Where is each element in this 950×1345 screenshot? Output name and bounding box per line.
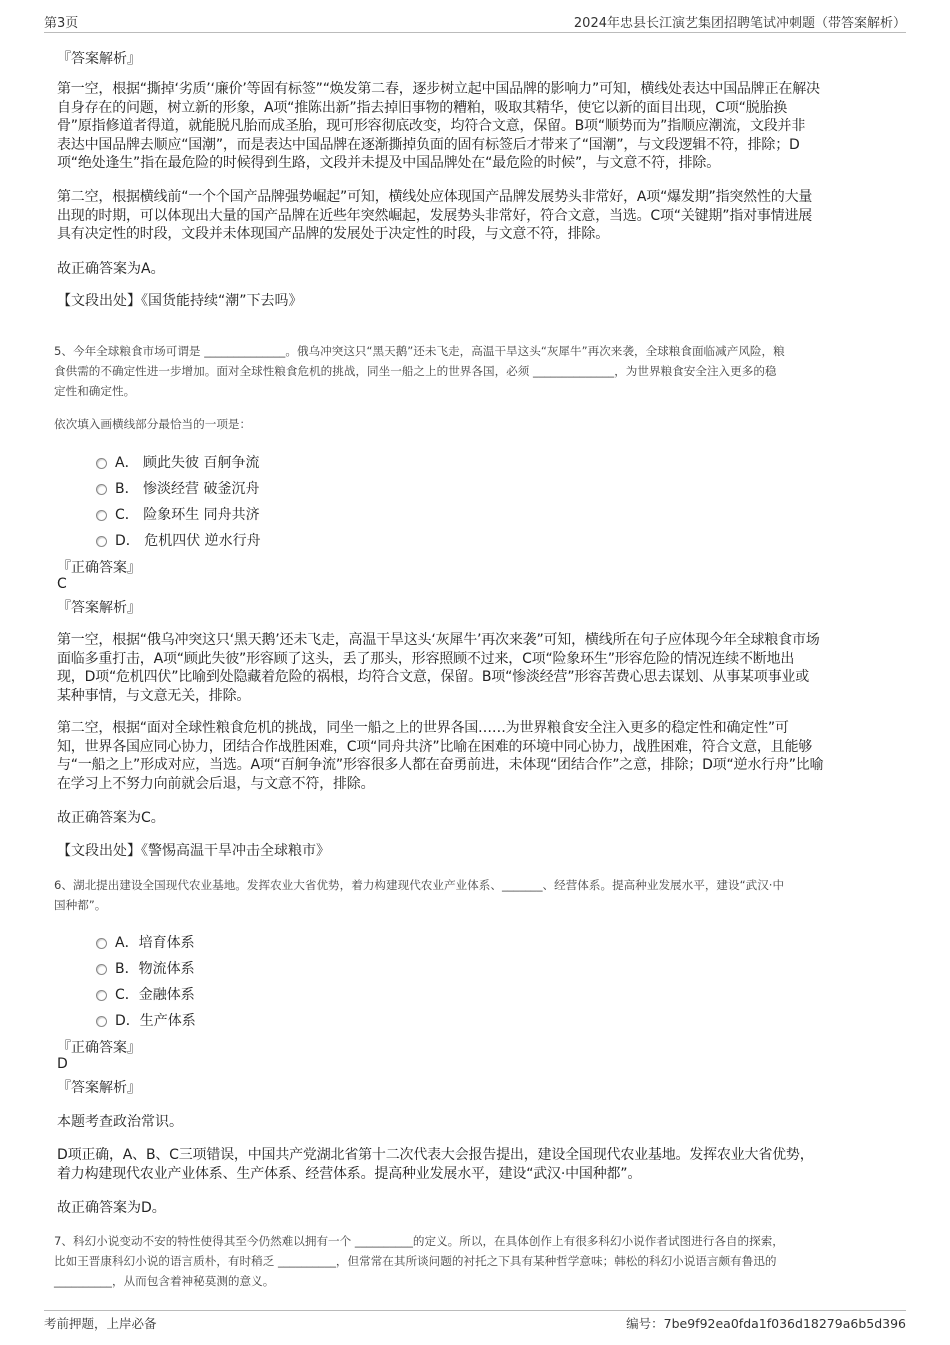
option-label: A．培育体系 [115,935,195,951]
answer-label: 『正确答案』 [57,560,141,576]
document-id: 编号：7be9f92ea0fda1f036d18279a6b5d396 [626,1316,906,1331]
radio-icon[interactable] [96,964,107,975]
analysis-label: 『答案解析』 [57,51,141,67]
option-label: B． 惨淡经营 破釜沉舟 [115,481,260,497]
text-line: 比如王晋康科幻小说的语言质朴，有时稍乏 __________，但常常在其所谈问题的衬托之下具有某种哲学意味；韩松的科幻小说语言颇有鲁迅的 [54,1254,777,1268]
analysis-paragraph [57,631,907,705]
text-line: 知，世界各国应同心协力，团结合作战胜困难，C项“同舟共济”比喻在困难的环境中同心协力，战胜困难，符合文意，且能够 [57,738,813,755]
text-line: 第二空，根据“面对全球性粮食危机的挑战，同坐一船之上的世界各国……为世界粮食安全注入更多的稳定性和确定性”可 [57,720,789,736]
text-line: 骨”原指修道者得道，就能脱凡胎而成圣胎，现可形容彻底改变，均符合文意，保留。B项“顺势而为”指顺应潮流，文段并非 [57,118,806,134]
radio-icon[interactable] [96,536,107,547]
text-line: 第二空，根据横线前“一个个国产品牌强势崛起”可知，横线处应体现国产品牌发展势头非常好，A项“爆发期”指突然性的大量 [57,189,813,205]
source: 【文段出处】《国货能持续“潮”下去吗》 [57,293,303,309]
text-line: 第一空，根据“俄乌冲突这只‘黑天鹅’还未飞走，高温干旱这头‘灰犀牛’再次来袭”可知，横线所在句子应体现今年全球粮食市场 [57,632,820,648]
option-label: C．金融体系 [115,987,195,1003]
text-line: 某种事情，与文意无关，排除。 [57,687,251,704]
text-line: 自身存在的问题，树立新的形象，A项“推陈出新”指去掉旧事物的糟粕，吸取其精华，使它以新的面目出现，C项“脱胎换 [57,99,788,116]
analysis-paragraph [57,1146,907,1183]
text-line: 国种都”。 [54,898,107,912]
conclusion: 故正确答案为D。 [57,1200,166,1216]
footer-slogan: 考前押题，上岸必备 [44,1316,157,1331]
analysis-intro: 本题考查政治常识。 [57,1114,183,1130]
text-line: 与“一船之上”形成对应，当选。A项“百舸争流”形容很多人都在奋勇前进，未体现“团结合作”之意，排除；D项“逆水行舟”比喻 [57,757,824,773]
text-line: 5、今年全球粮食市场可谓是 ______________。俄乌冲突这只“黑天鹅”还未飞走，高温干旱这头“灰犀牛”再次来袭，全球粮食面临减产风险，粮 [54,344,785,358]
text-line: 具有决定性的时段，文段并未体现国产品牌的发展处于决定性的时段，与文意不符，排除。 [57,226,609,242]
text-line: 表达中国品牌去顺应“国潮”，而是表达中国品牌在逐渐撕掉负面的固有标签后才带来了“国潮”，与文段逻辑不符，排除；D [57,136,800,153]
answer: C [57,576,67,592]
radio-icon[interactable] [96,1016,107,1027]
answer: D [57,1056,68,1072]
option-a[interactable] [96,452,259,472]
option-d[interactable] [96,1010,196,1030]
text-line: 着力构建现代农业产业体系、生产体系、经营体系。提高种业发展水平，建设“武汉·中国种都”。 [57,1165,642,1182]
option-b[interactable] [96,478,260,498]
analysis-label: 『答案解析』 [57,1080,141,1096]
option-d[interactable] [96,530,261,550]
option-a[interactable] [96,932,195,952]
source: 【文段出处】《警惕高温干旱冲击全球粮市》 [57,843,330,859]
text-line: 6、湖北提出建设全国现代农业基地。发挥农业大省优势，着力构建现代农业产业体系、_______、经营体系。提高种业发展水平，建设“武汉·中 [54,878,785,892]
option-c[interactable] [96,504,260,524]
text-line: __________，从而包含着神秘莫测的意义。 [54,1274,275,1288]
radio-icon[interactable] [96,458,107,469]
option-label: D． 危机四伏 逆水行舟 [115,533,261,549]
analysis-paragraph [57,188,907,244]
text-line: 在学习上不努力向前就会后退，与文意不符，排除。 [57,775,375,792]
option-c[interactable] [96,984,195,1004]
text-line: 食供需的不确定性进一步增加。面对全球性粮食危机的挑战，同坐一船之上的世界各国，必须 ______________，为世界粮食安全注入更多的稳 [54,364,777,378]
footer-divider [44,1310,906,1311]
radio-icon[interactable] [96,510,107,521]
text-line: 定性和确定性。 [54,384,136,398]
text-line: 现，D项“危机四伏”比喻到处隐藏着危险的祸根，均符合文意，保留。B项“惨淡经营”形容苦费心思去谋划、从事某项事业或 [57,669,809,685]
conclusion: 故正确答案为C。 [57,810,165,826]
analysis-label: 『答案解析』 [57,600,141,616]
conclusion: 故正确答案为A。 [57,261,165,277]
option-label: D．生产体系 [115,1013,196,1029]
radio-icon[interactable] [96,990,107,1001]
radio-icon[interactable] [96,938,107,949]
option-label: A． 顾此失彼 百舸争流 [115,455,260,471]
question-prompt: 依次填入画横线部分最恰当的一项是： [54,417,252,431]
text-line: 第一空，根据“撕掉‘劣质’‘廉价’等固有标签”“焕发第二春，逐步树立起中国品牌的影响力”可知，横线处表达中国品牌正在解决 [57,81,820,97]
text-line: D项正确，A、B、C三项错误，中国共产党湖北省第十二次代表大会报告提出，建设全国现代农业基地。发挥农业大省优势， [57,1147,814,1163]
analysis-paragraph [57,80,907,173]
option-b[interactable] [96,958,195,978]
option-label: B．物流体系 [115,961,195,977]
question-stem [54,1231,914,1291]
text-line: 项“绝处逢生”指在最危险的时候得到生路，文段并未提及中国品牌处在“最危险的时候”，与文意不符，排除。 [57,155,721,171]
header-divider [44,32,906,33]
page-number: 第3页 [44,16,79,31]
option-label: C． 险象环生 同舟共济 [115,507,260,523]
text-line: 出现的时期，可以体现出大量的国产品牌在近些年突然崛起，发展势头非常好，符合文意，当选。C项“关键期”指对事情进展 [57,207,813,224]
radio-icon[interactable] [96,484,107,495]
text-line: 面临多重打击，A项“顾此失彼”形容顾了这头，丢了那头，形容照顾不过来，C项“险象环生”形容危险的情况连续不断地出 [57,650,795,667]
answer-label: 『正确答案』 [57,1040,141,1056]
text-line: 7、科幻小说变动不安的特性使得其至今仍然难以拥有一个 __________的定义。所以，在具体创作上有很多科幻小说作者试图进行各自的探索， [54,1234,784,1248]
analysis-paragraph [57,719,907,793]
document-title: 2024年忠县长江演艺集团招聘笔试冲刺题（带答案解析） [573,16,906,31]
question-stem [54,341,914,401]
question-stem [54,875,914,915]
